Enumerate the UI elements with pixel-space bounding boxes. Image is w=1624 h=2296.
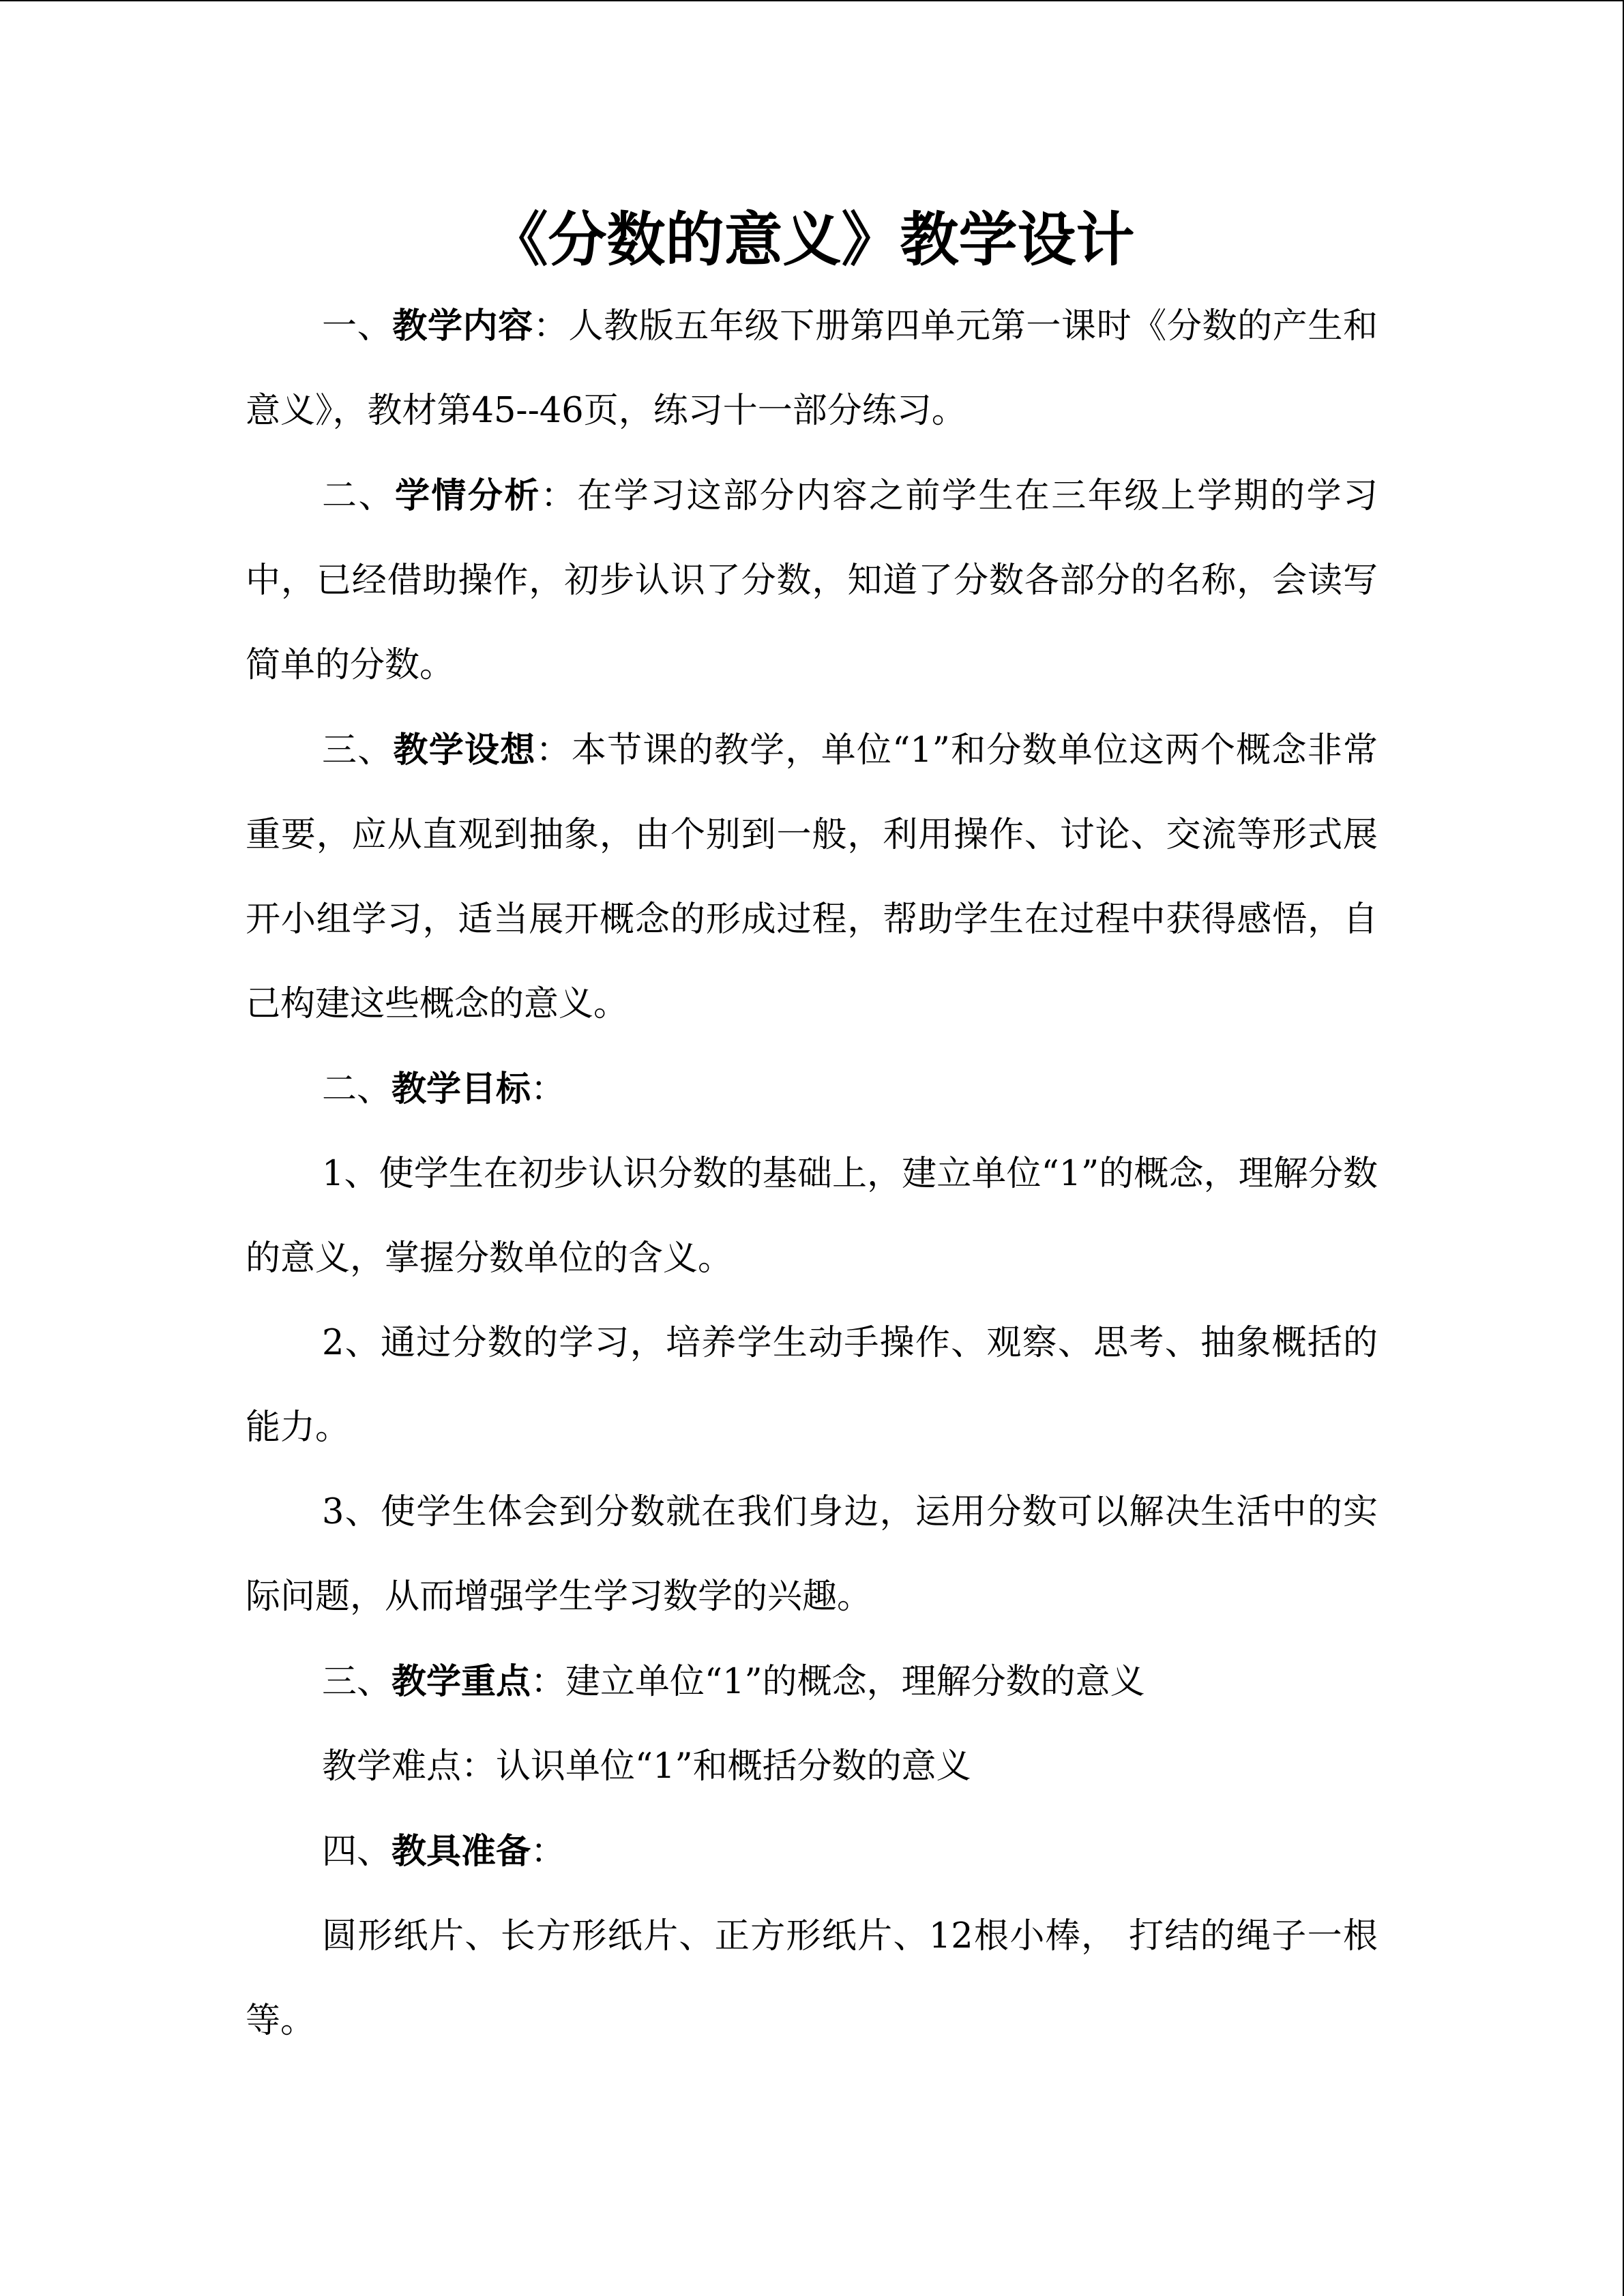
section-prefix: 三、 xyxy=(322,1662,392,1702)
section-prefix: 二、 xyxy=(322,476,395,516)
section-label: 学情分析 xyxy=(394,475,541,516)
section-text: ：在学习这部分内容之前学生在三年级上学期的学习中，已经借助操作，初步认识了分数，知道了分数各部分的名称，会读写简单的分数。 xyxy=(246,476,1378,685)
goal-item-3: 3、使学生体会到分数就在我们身边，运用分数可以解决生活中的实际问题，从而增强学生学习数学的兴趣。 xyxy=(246,1492,1378,1617)
section-prefix: 一、 xyxy=(322,306,393,346)
section-learner-analysis xyxy=(246,453,1378,708)
section-teaching-content xyxy=(246,284,1378,453)
section-teaching-goals-heading xyxy=(246,1047,1378,1132)
section-label: 教学内容 xyxy=(392,305,533,346)
section-prefix: 四、 xyxy=(322,1832,392,1872)
section-label: 教学目标 xyxy=(392,1069,531,1109)
section-teaching-idea xyxy=(246,708,1378,1047)
section-text: ：本节课的教学，单位“1”和分数单位这两个概念非常重要，应从直观到抽象，由个别到一般，利用操作、讨论、交流等形式展开小组学习，适当展开概念的形成过程，帮助学生在过程中获得感悟，自己构建这些概念的意义。 xyxy=(246,730,1378,1024)
tools-list: 圆形纸片、长方形纸片、正方形纸片、12根小棒， 打结的绳子一根等。 xyxy=(246,1916,1378,2041)
goal-item-1: 1、使学生在初步认识分数的基础上，建立单位“1”的概念，理解分数的意义，掌握分数单位的含义。 xyxy=(246,1154,1378,1279)
section-prefix: 三、 xyxy=(322,730,394,771)
section-text: ： xyxy=(531,1832,566,1872)
section-label: 教学设想 xyxy=(393,730,536,771)
section-text: ：建立单位“1”的概念，理解分数的意义 xyxy=(531,1662,1145,1702)
goal-item-2: 2、通过分数的学习，培养学生动手操作、观察、思考、抽象概括的能力。 xyxy=(246,1323,1378,1448)
section-prefix: 二、 xyxy=(322,1069,392,1109)
section-difficulty: 教学难点：认识单位“1”和概括分数的意义 xyxy=(322,1746,971,1787)
document-title: 《分数的意义》教学设计 xyxy=(489,205,1135,274)
section-key-point xyxy=(246,1639,1378,1725)
section-tools-heading xyxy=(246,1809,1378,1894)
document-body xyxy=(246,284,1378,2063)
section-text: ：人教版五年级下册第四单元第一课时《分数的产生和意义》，教材第45--46页，练习十一部分练习。 xyxy=(246,306,1378,431)
section-label: 教学重点 xyxy=(392,1661,531,1702)
section-label: 教具准备 xyxy=(392,1831,531,1872)
section-text: ： xyxy=(531,1069,566,1109)
